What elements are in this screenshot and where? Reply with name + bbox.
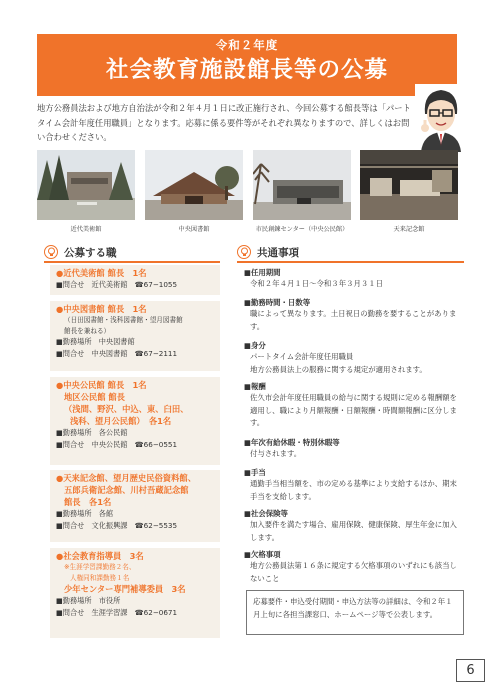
photo-caption: 近代美術館 xyxy=(70,226,102,233)
photo-caption: 中央図書館 xyxy=(178,226,210,233)
job-box xyxy=(50,548,220,638)
job-note: 人権同和課勤務１名 xyxy=(70,573,130,582)
common-item xyxy=(244,467,464,503)
job-line: （日田図書館・浅科図書館・望月図書館 xyxy=(64,316,183,324)
job-subtitle: 地区公民館 館長 xyxy=(64,392,125,402)
job-line: ■問合せ 中央図書館 ☎67−2111 xyxy=(56,349,178,358)
common-item-body: 令和２年４月１日～令和３年３月３１日 xyxy=(250,279,384,288)
job-box xyxy=(50,377,220,465)
common-item-body: 加入要件を満たす場合、雇用保険、健康保険、厚生年金に加入します。 xyxy=(250,520,457,542)
job-line: ■勤務場所 市役所 xyxy=(56,596,121,605)
common-item-body: 職によって異なります。土日祝日の勤務を要することがあります。 xyxy=(250,309,457,331)
lightbulb-icon xyxy=(237,245,251,259)
job-line: ■問合せ 中央公民館 ☎66−0551 xyxy=(56,440,178,449)
job-subtitle: 少年センター専門補導委員 3名 xyxy=(64,584,186,594)
common-item-body: パートタイム会計年度任用職員 地方公務員法上の服務に関する規定が適用されます。 xyxy=(250,352,427,374)
job-subtitle: （浅間、野沢、中込、東、臼田、 xyxy=(64,404,189,414)
job-title: ●天来記念館、望月歴史民俗資料館、 xyxy=(56,473,196,483)
common-item-heading: ■手当 xyxy=(244,468,266,477)
common-item-body: 地方公務員法第１６条に規定する欠格事項のいずれにも該当しないこと xyxy=(250,561,457,583)
job-note: ※生涯学習課勤務２名、 xyxy=(64,563,136,571)
job-line: ■勤務場所 各館 xyxy=(56,509,114,518)
common-item xyxy=(244,437,464,461)
common-item-heading: ■社会保険等 xyxy=(244,509,288,518)
job-subtitle: 五郎兵衛記念館、川村吾蔵記念館 xyxy=(64,485,189,495)
photo-community-center xyxy=(253,150,351,220)
common-item-heading: ■任用期間 xyxy=(244,268,281,277)
jobs-header: 公募する職 xyxy=(64,246,117,259)
common-item-heading: ■報酬 xyxy=(244,382,266,391)
photo-caption: 天来記念館 xyxy=(393,226,425,233)
photo-tenrai-museum xyxy=(360,150,458,220)
lightbulb-icon xyxy=(44,245,58,259)
common-item-heading: ■欠格事項 xyxy=(244,550,281,559)
photo-caption: 市民創錬センター（中央公民館） xyxy=(255,226,349,233)
common-item-heading: ■身分 xyxy=(244,341,266,350)
common-item xyxy=(244,267,464,291)
common-item-heading: ■年次有給休暇・特別休暇等 xyxy=(244,438,340,447)
title-banner xyxy=(37,34,457,96)
common-item xyxy=(244,340,464,376)
notice-box: 応募要件・申込受付期間・申込方法等の詳細は、令和２年１月上旬に各担当課窓口、ホームページ等で公表します。 xyxy=(246,590,464,635)
job-subtitle: 浅科、望月公民館） 各1名 xyxy=(70,416,172,426)
common-item-body: 佐久市会計年度任用職員の給与に関する規則に定める報酬額を適用し、職により月額報酬・日額報酬・時間額報酬に区分します。 xyxy=(250,393,457,428)
job-title: ●社会教育指導員 3名 xyxy=(56,551,144,561)
banner-year: 令和２年度 xyxy=(215,38,279,52)
common-item-body: 通勤手当相当額を、市の定める基準により支給するほか、期末手当を支給します。 xyxy=(250,479,457,501)
page-number: 6 xyxy=(456,659,485,682)
job-line: ■問合せ 文化振興課 ☎62−5535 xyxy=(56,521,178,530)
common-header: 共通事項 xyxy=(257,246,299,259)
jobs-section-header xyxy=(44,244,117,260)
job-box xyxy=(50,301,220,371)
job-box xyxy=(50,470,220,542)
common-item xyxy=(244,549,464,585)
divider xyxy=(44,261,220,263)
job-box xyxy=(50,265,220,295)
teacher-illustration-icon xyxy=(415,84,467,152)
job-line: 館長を兼ねる） xyxy=(64,326,111,335)
common-item-body: 付与されます。 xyxy=(250,449,302,458)
job-line: ■問合せ 近代美術館 ☎67−1055 xyxy=(56,280,178,289)
common-item xyxy=(244,297,464,333)
photo-art-museum xyxy=(37,150,135,220)
banner-title: 社会教育施設館長等の公募 xyxy=(105,57,388,83)
intro-text: 地方公務員法および地方自治法が令和２年４月１日に改正施行され、今回公募する館長等は「パートタイム会計年度任用職員」となります。応募に係る要件等がそれぞれ異なりますので、詳しくはお問い合わせください。 xyxy=(37,103,411,142)
common-item xyxy=(244,508,464,544)
common-section-header xyxy=(237,244,299,260)
job-subtitle: 館長 各1名 xyxy=(64,497,112,507)
job-line: ■問合せ 生涯学習課 ☎62−0671 xyxy=(56,608,178,617)
photo-central-library xyxy=(145,150,243,220)
common-item-heading: ■勤務時間・日数等 xyxy=(244,298,311,307)
job-title: ●近代美術館 館長 1名 xyxy=(56,268,147,278)
divider xyxy=(237,261,464,263)
job-line: ■勤務場所 各公民館 xyxy=(56,428,128,437)
common-item xyxy=(244,381,464,430)
job-line: ■勤務場所 中央図書館 xyxy=(56,337,135,346)
job-title: ●中央図書館 館長 1名 xyxy=(56,304,147,314)
job-title: ●中央公民館 館長 1名 xyxy=(56,380,147,390)
